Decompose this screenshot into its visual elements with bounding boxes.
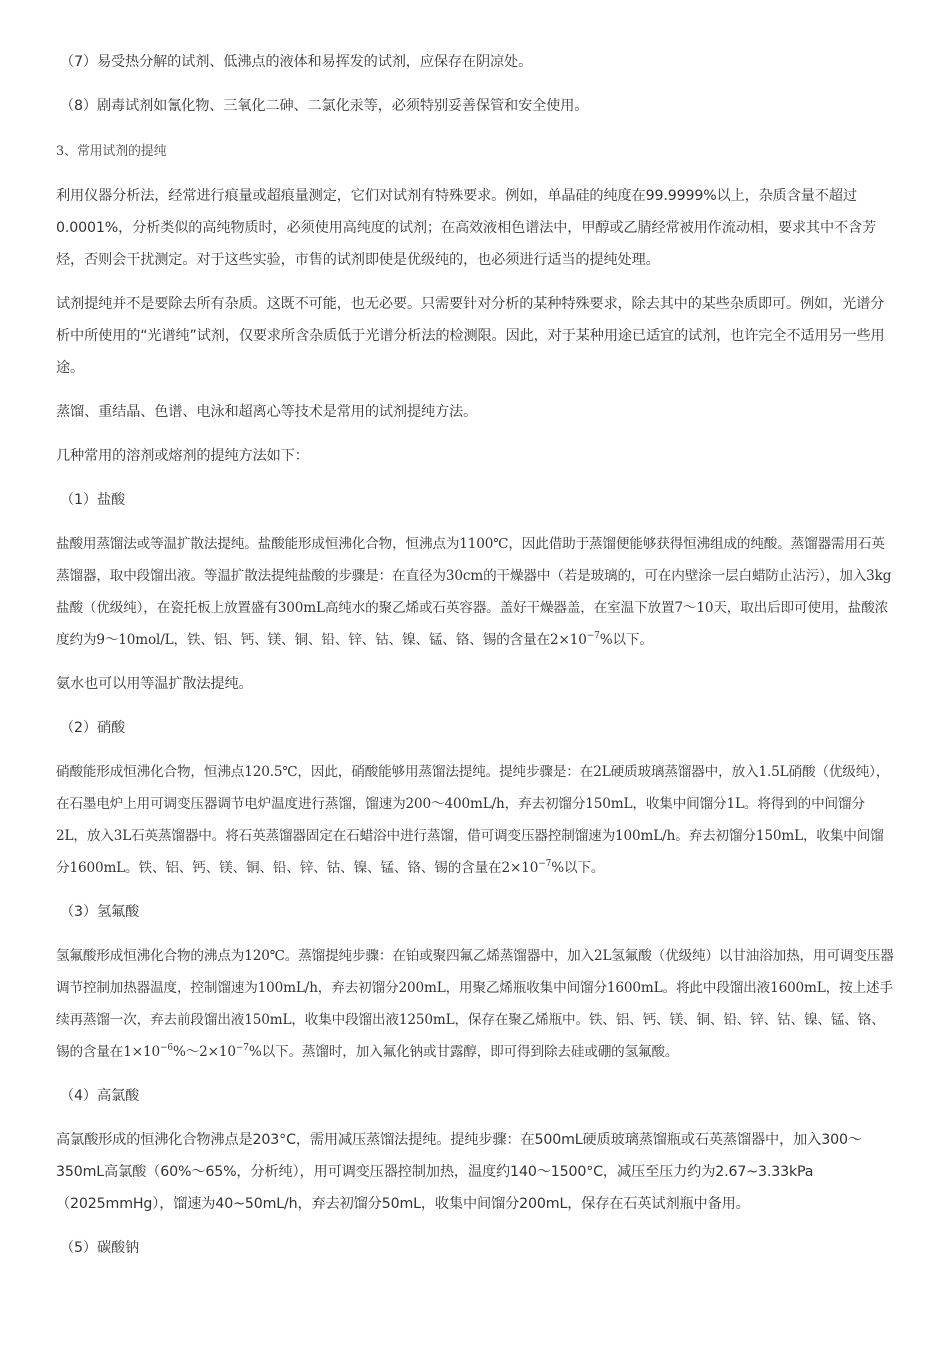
intro-paragraph-4: 几种常用的溶剂或熔剂的提纯方法如下： [56, 448, 309, 464]
nitric-acid-paragraph [56, 756, 894, 884]
hno3-tail: %以下。 [551, 860, 605, 876]
hf-exponent-2: −7 [235, 1043, 249, 1053]
hno3-exponent: −7 [538, 859, 552, 869]
hydrofluoric-acid-paragraph [56, 940, 894, 1068]
paragraph-item-8: （8）剧毒试剂如氰化物、三氧化二砷、二氯化汞等，必须特别妥善保管和安全使用。 [60, 98, 589, 114]
intro-paragraph-2: 试剂提纯并不是要除去所有杂质。这既不可能，也无必要。只需要针对分析的某种特殊要求，除去其中的某些杂质即可。例如，光谱分析中所使用的“光谱纯”试剂，仅要求所含杂质低于光谱分析法的检测限。因此，对于某种用途已适宜的试剂，也许完全不适用另一些用途。 [56, 296, 885, 376]
hcl-tail: %以下。 [599, 632, 653, 648]
perchloric-acid-paragraph: 高氯酸形成的恒沸化合物沸点是203°C，需用减压蒸馏法提纯。提纯步骤：在500mL硬质玻璃蒸馏瓶或石英蒸馏器中，加入300～350mL高氯酸（60%～65%，分析纯），用可调变压器控制加热，温度约140～1500°C，减压至压力约为2.67~3.33kPa（2025mmHg），馏速为40~50mL/h，弃去初馏分50mL，收集中间馏分200mL，保存在石英试剂瓶中备用。 [56, 1132, 862, 1212]
ammonia-paragraph: 氨水也可以用等温扩散法提纯。 [56, 676, 253, 692]
section-heading: 3、常用试剂的提纯 [56, 144, 167, 159]
hcl-exponent: −7 [586, 631, 600, 641]
heading-sodium-carbonate: （5）碳酸钠 [60, 1240, 140, 1256]
intro-paragraph-3: 蒸馏、重结晶、色谱、电泳和超离心等技术是常用的试剂提纯方法。 [56, 404, 478, 420]
hf-text: 氢氟酸形成恒沸化合物的沸点为120℃。蒸馏提纯步骤：在铂或聚四氟乙烯蒸馏器中，加入2L氢氟酸（优级纯）以甘油浴加热，用可调变压器调节控制加热器温度，控制馏速为100mL/h，弃去初馏分200mL，用聚乙烯瓶收集中间馏分1600mL。将此中段馏出液1600mL，按上述手续再蒸馏一次，弃去前段馏出液150mL，收集中段馏出液1250mL，保存在聚乙烯瓶中。铁、铝、钙、镁、铜、铅、锌、钴、镍、锰、铬、锡的含量在1×10 [56, 948, 894, 1060]
hf-mid: %～2×10 [172, 1044, 236, 1060]
paragraph-item-7: （7）易受热分解的试剂、低沸点的液体和易挥发的试剂，应保存在阴凉处。 [60, 54, 533, 70]
hno3-text: 硝酸能形成恒沸化合物，恒沸点120.5℃，因此，硝酸能够用蒸馏法提纯。提纯步骤是：在2L硬质玻璃蒸馏器中，放入1.5L硝酸（优级纯），在石墨电炉上用可调变压器调节电炉温度进行蒸馏，馏速为200～400mL/h，弃去初馏分150mL，收集中间馏分1L。将得到的中间馏分2L，放入3L石英蒸馏器中。将石英蒸馏器固定在石蜡浴中进行蒸馏，借可调变压器控制馏速为100mL/h。弃去初馏分150mL，收集中间馏分1600mL。铁、铝、钙、镁、铜、铅、锌、钴、镍、锰、铬、锡的含量在2×10 [56, 764, 890, 876]
document-page [56, 46, 894, 1264]
intro-paragraph-1: 利用仪器分析法，经常进行痕量或超痕量测定，它们对试剂有特殊要求。例如，单晶硅的纯度在99.9999%以上，杂质含量不超过0.0001%，分析类似的高纯物质时，必须使用高纯度的试剂；在高效液相色谱法中，甲醇或乙腈经常被用作流动相，要求其中不含芳烃，否则会干扰测定。对于这些实验，市售的试剂即使是优级纯的，也必须进行适当的提纯处理。 [56, 188, 877, 268]
hydrochloric-acid-paragraph [56, 528, 894, 656]
heading-perchloric-acid: （4）高氯酸 [60, 1088, 140, 1104]
heading-hydrofluoric-acid: （3）氢氟酸 [60, 904, 140, 920]
heading-hydrochloric-acid: （1）盐酸 [60, 492, 126, 508]
hf-tail: %以下。蒸馏时，加入氟化钠或甘露醇，即可得到除去硅或硼的氢氟酸。 [248, 1044, 679, 1060]
heading-nitric-acid: （2）硝酸 [60, 720, 126, 736]
hf-exponent-1: −6 [159, 1043, 173, 1053]
hcl-text: 盐酸用蒸馏法或等温扩散法提纯。盐酸能形成恒沸化合物，恒沸点为1100℃，因此借助于蒸馏便能够获得恒沸组成的纯酸。蒸馏器需用石英蒸馏器，取中段馏出液。等温扩散法提纯盐酸的步骤是：在直径为30cm的干燥器中（若是玻璃的，可在内壁涂一层白蜡防止沾污），加入3kg盐酸（优级纯），在瓷托板上放置盛有300mL高纯水的聚乙烯或石英容器。盖好干燥器盖，在室温下放置7～10天，取出后即可使用，盐酸浓度约为9～10mol/L，铁、铝、钙、镁、铜、铅、锌、钴、镍、锰、铬、锡的含量在2×10 [56, 536, 892, 648]
